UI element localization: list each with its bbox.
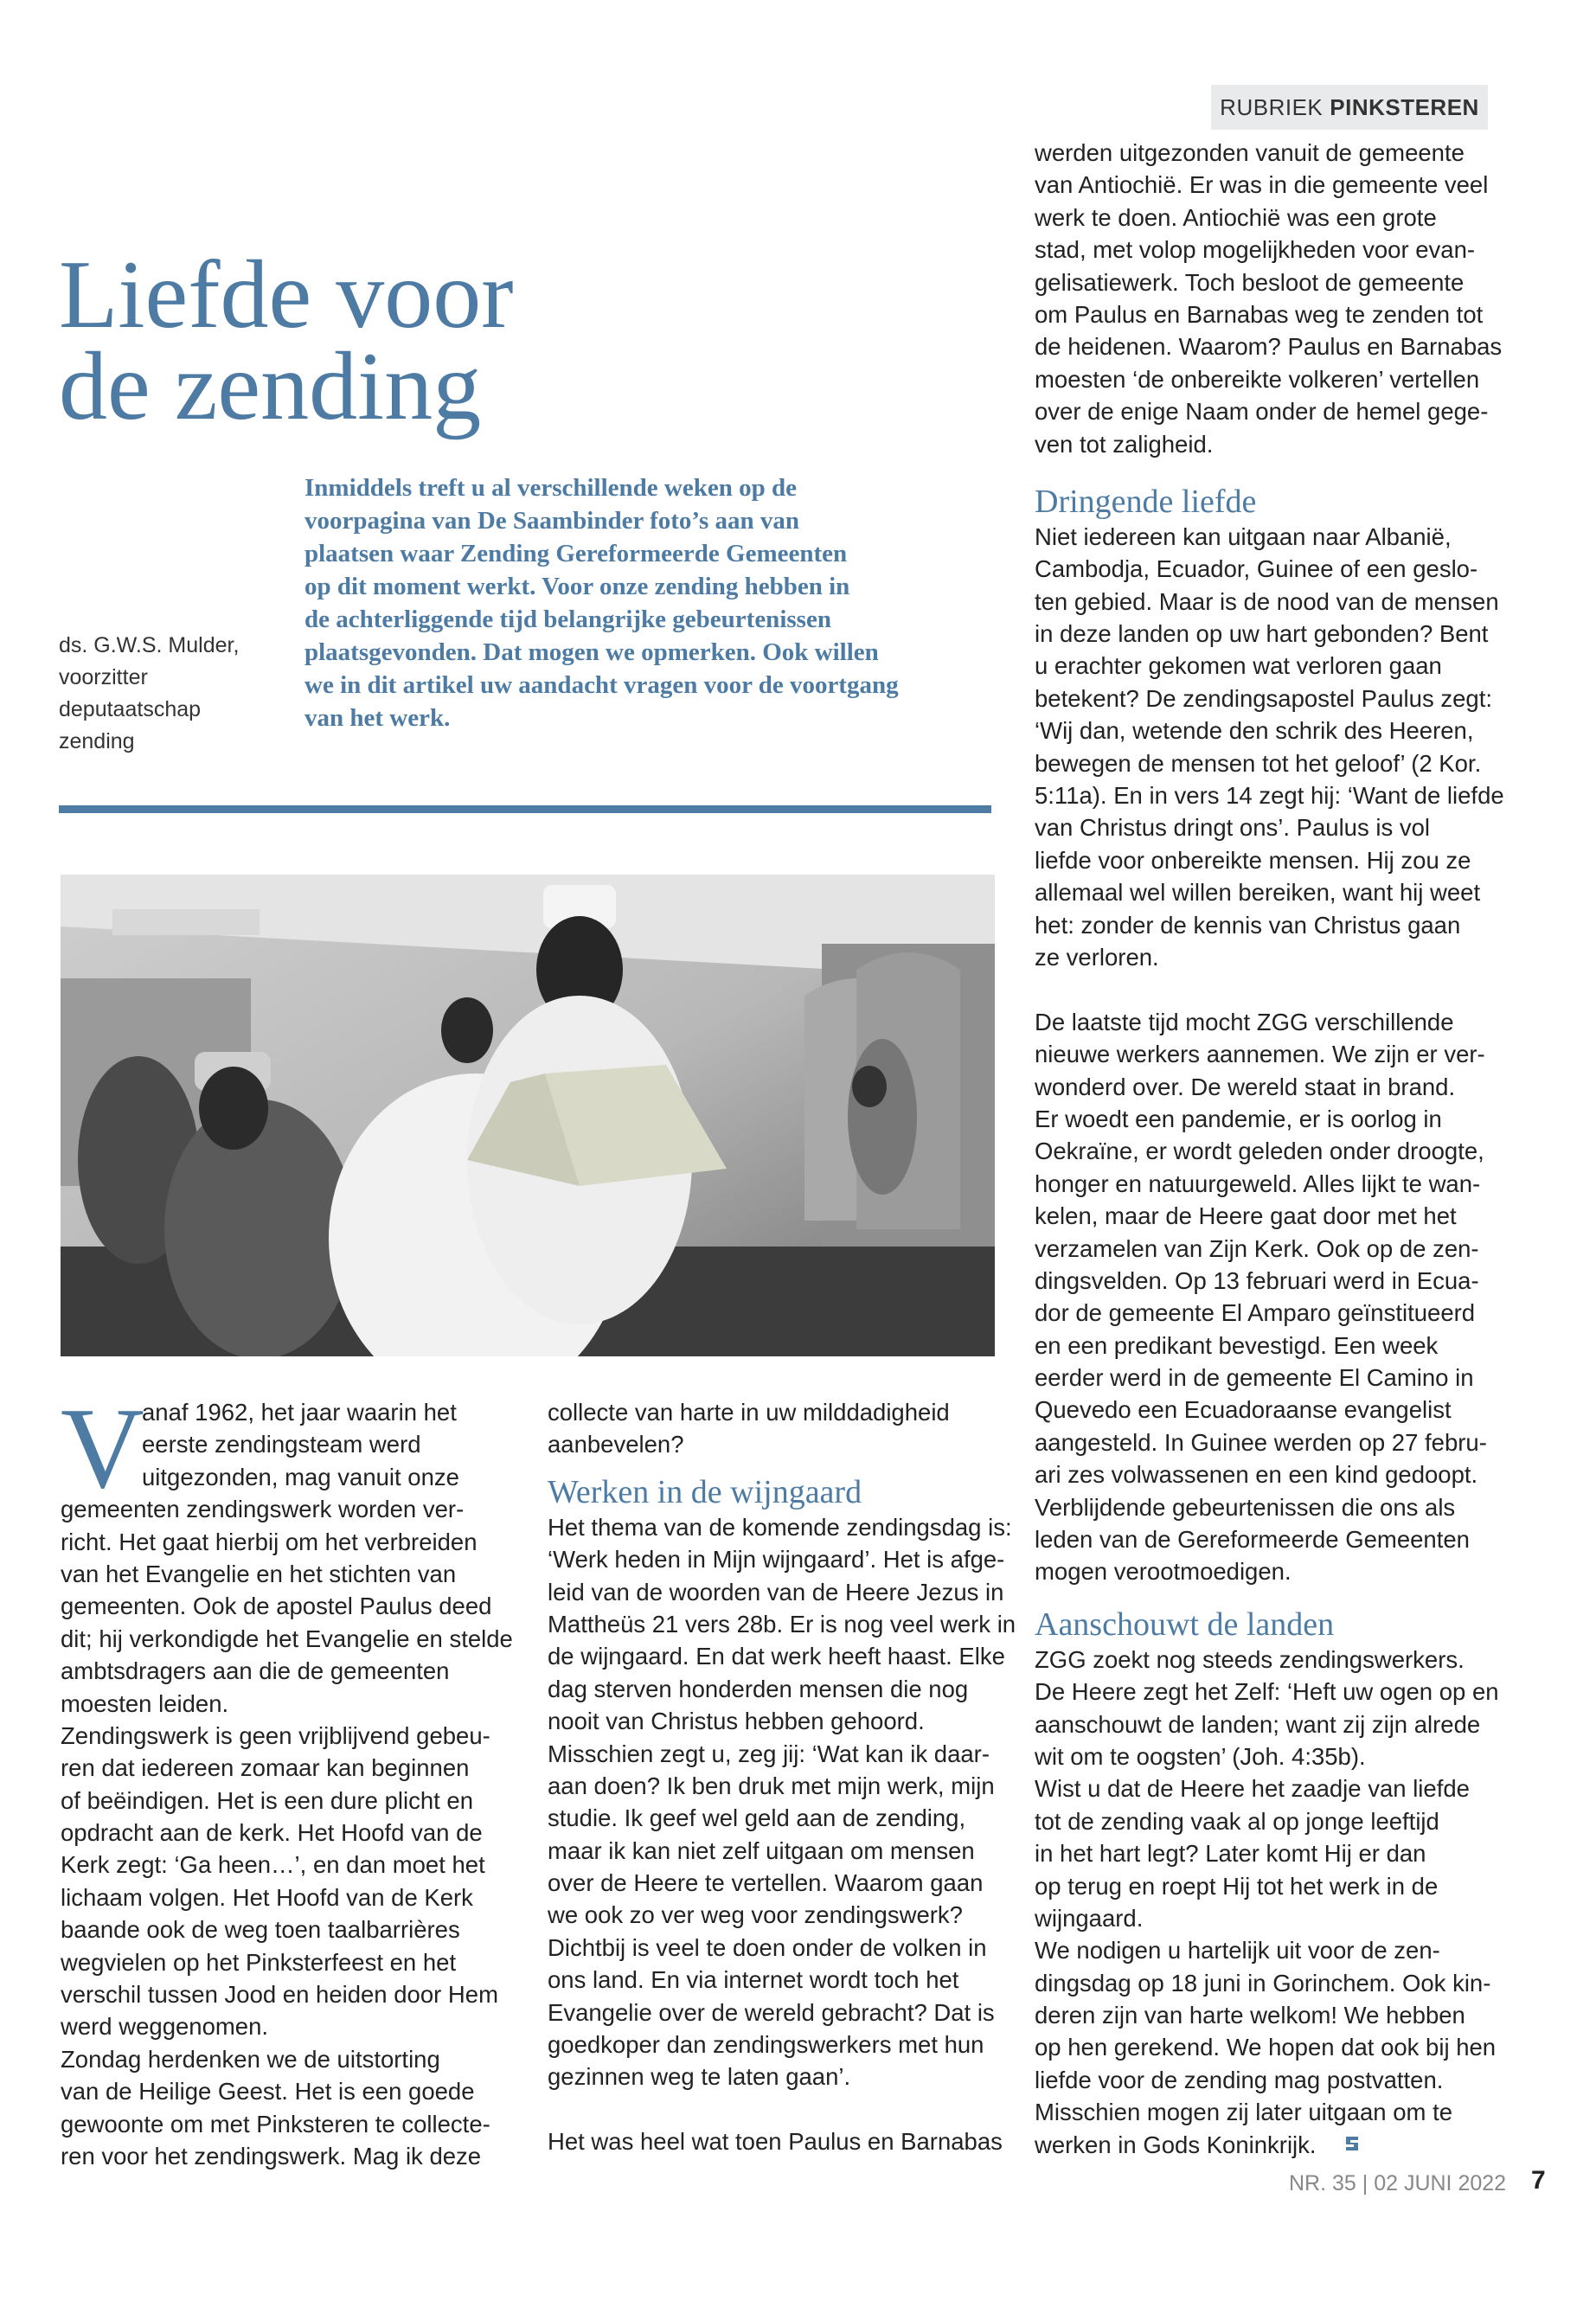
text-line: of beëindigen. Het is een dure plicht en — [61, 1786, 473, 1814]
text-line: wegvielen op het Pinksterfeest en het — [61, 1948, 457, 1976]
text-line: we ook zo ver weg voor zendingswerk? — [548, 1901, 963, 1929]
lead-line: op dit moment werkt. Voor onze zending hebben in — [304, 573, 850, 600]
text-line: nooit van Christus hebben gehoord. — [548, 1708, 925, 1735]
text-line: betekent? De zendingsapostel Paulus zegt: — [1035, 684, 1492, 712]
text-line: ari zes volwassenen en een kind gedoopt. — [1035, 1461, 1478, 1489]
text-line: allemaal wel willen bereiken, want hij weet — [1035, 879, 1481, 907]
text-line: Kerk zegt: ‘Ga heen…’, en dan moet het — [61, 1851, 485, 1879]
text-line: lichaam volgen. Het Hoofd van de Kerk — [61, 1883, 473, 1911]
text-line: de heidenen. Waarom? Paulus en Barnabas — [1035, 333, 1503, 361]
text-line: Er woedt een pandemie, er is oorlog in — [1035, 1105, 1442, 1132]
text-line: Het was heel wat toen Paulus en Barnabas — [548, 2128, 1003, 2156]
text-line: liefde voor onbereikte mensen. Hij zou ze — [1035, 846, 1471, 874]
text-line: Verblijdende gebeurtenissen die ons als — [1035, 1493, 1456, 1521]
text-line: dor de gemeente El Amparo geïnstitueerd — [1035, 1299, 1476, 1327]
text-line: dag sterven honderden mensen die nog — [548, 1675, 969, 1702]
text-line: kelen, maar de Heere gaat door met het — [1035, 1202, 1457, 1230]
lead-line: Inmiddels treft u al verschillende weken op de — [304, 474, 797, 502]
subheading-dringende-liefde: Dringende liefde — [1035, 483, 1257, 520]
text-line: en een predikant bevestigd. Een week — [1035, 1331, 1439, 1359]
text-line: aanbevelen? — [548, 1431, 684, 1458]
text-line: maar ik kan niet zelf uitgaan om mensen — [548, 1836, 975, 1864]
text-line: ren voor het zendingswerk. Mag ik deze — [61, 2142, 482, 2170]
text-line: De laatste tijd mocht ZGG verschillende — [1035, 1008, 1454, 1035]
article-photo — [61, 875, 995, 1356]
text-line: over de enige Naam onder de hemel gege- — [1035, 398, 1489, 426]
text-line: ‘Wij dan, wetende den schrik des Heeren, — [1035, 717, 1474, 745]
text-line: dit; hij verkondigde het Evangelie en stelde — [61, 1625, 513, 1652]
text-line: dingsdag op 18 juni in Gorinchem. Ook kin- — [1035, 1969, 1491, 1997]
text-line: Zondag herdenken we de uitstorting — [61, 2045, 440, 2073]
drop-cap: V — [61, 1384, 144, 1512]
text-line: 5:11a). En in vers 14 zegt hij: ‘Want de liefde — [1035, 782, 1504, 810]
text-line: Cambodja, Ecuador, Guinee of een geslo- — [1035, 555, 1478, 583]
text-line: Zendingswerk is geen vrijblijvend gebeu- — [61, 1721, 490, 1749]
text-line: moesten leiden. — [61, 1689, 229, 1717]
text-line: gemeenten zendingswerk worden ver- — [61, 1496, 465, 1523]
lead-line: we in dit artikel uw aandacht vragen voor de voortgang — [304, 671, 899, 699]
text-line: Wist u dat de Heere het zaadje van liefde — [1035, 1775, 1470, 1803]
text-line: Quevedo een Ecuadoraanse evangelist — [1035, 1396, 1452, 1424]
rubric-prefix: RUBRIEK — [1220, 93, 1324, 120]
text-line: van de Heilige Geest. Het is een goede — [61, 2078, 475, 2106]
author-line: voorzitter — [59, 665, 148, 689]
end-mark-icon — [1343, 2129, 1362, 2161]
text-line: deren zijn van harte welkom! We hebben — [1035, 2002, 1465, 2029]
lead-line: de achterliggende tijd belangrijke gebeurtenissen — [304, 606, 831, 633]
text-line: tot de zending vaak al op jonge leeftijd — [1035, 1807, 1439, 1835]
text-line: richt. Het gaat hierbij om het verbreiden — [61, 1528, 478, 1555]
text-line: van Antiochië. Er was in die gemeente veel — [1035, 171, 1489, 199]
text-line: ven tot zaligheid. — [1035, 430, 1214, 458]
text-line: werden uitgezonden vanuit de gemeente — [1035, 139, 1465, 166]
text-line: leden van de Gereformeerde Gemeenten — [1035, 1526, 1470, 1554]
text-line: wit om te oogsten’ (Joh. 4:35b). — [1035, 1742, 1366, 1770]
text-line: aan doen? Ik ben druk met mijn werk, mijn — [548, 1772, 995, 1799]
rubric-label — [1211, 85, 1488, 130]
text-line — [1035, 2129, 1484, 2161]
article-column-3 — [1035, 137, 1504, 2161]
text-line: op terug en roept Hij tot het werk in de — [1035, 1872, 1439, 1900]
text-line: verzamelen van Zijn Kerk. Ook op de zen- — [1035, 1234, 1479, 1262]
text-line: eerste zendingsteam werd — [142, 1431, 421, 1458]
text-line: over de Heere te vertellen. Waarom gaan — [548, 1869, 984, 1897]
text-line: bewegen de mensen tot het geloof’ (2 Kor. — [1035, 749, 1482, 777]
text-line: De Heere zegt het Zelf: ‘Heft uw ogen op en — [1035, 1678, 1499, 1706]
issue-info: NR. 35 | 02 JUNI 2022 — [1289, 2171, 1507, 2195]
text-line: wonderd over. De wereld staat in brand. — [1035, 1073, 1456, 1100]
text-line: mogen verootmoedigen. — [1035, 1558, 1292, 1586]
text-line: van Christus dringt ons’. Paulus is vol — [1035, 814, 1431, 842]
text-line: moesten ‘de onbereikte volkeren’ vertellen — [1035, 365, 1480, 393]
text-line: baande ook de weg toen taalbarrières — [61, 1916, 460, 1944]
text-line: ten gebied. Maar is de nood van de mensen — [1035, 587, 1499, 615]
text-line: Misschien mogen zij later uitgaan om te — [1035, 2099, 1453, 2126]
text-line: gelisatiewerk. Toch besloot de gemeente — [1035, 268, 1465, 296]
text-line: Niet iedereen kan uitgaan naar Albanië, — [1035, 522, 1452, 550]
author-byline — [59, 630, 258, 758]
section-divider — [59, 805, 991, 813]
text-line: honger en natuurgeweld. Alles lijkt te wan- — [1035, 1170, 1481, 1197]
article-column-2 — [548, 1396, 1016, 2158]
lead-line: voorpagina van De Saambinder foto’s aan van — [304, 507, 800, 535]
text-line: goedkoper dan zendingswerkers met hun — [548, 2031, 984, 2059]
lead-line: plaatsen waar Zending Gereformeerde Gemeenten — [304, 540, 848, 567]
lead-paragraph — [304, 471, 1016, 734]
text-line: in het hart legt? Later komt Hij er dan — [1035, 1840, 1426, 1868]
headline-line-1: Liefde voor — [59, 241, 514, 349]
article-headline — [59, 241, 578, 440]
headline-line-2: de zending — [59, 333, 482, 440]
text-line: stad, met volop mogelijkheden voor evan- — [1035, 236, 1476, 264]
text-line: collecte van harte in uw milddadigheid — [548, 1399, 950, 1426]
article-column-1 — [61, 1384, 513, 2172]
text-line: We nodigen u hartelijk uit voor de zen- — [1035, 1937, 1440, 1965]
subheading-aanschouwt-de-landen: Aanschouwt de landen — [1035, 1606, 1335, 1643]
text-line: werd weggenomen. — [61, 2013, 269, 2041]
author-line: zending — [59, 729, 135, 753]
text-line: het: zonder de kennis van Christus gaan — [1035, 911, 1461, 939]
text-line: gemeenten. Ook de apostel Paulus deed — [61, 1593, 492, 1620]
text-line: ‘Werk heden in Mijn wijngaard’. Het is afge- — [548, 1546, 1005, 1574]
lead-line: van het werk. — [304, 704, 451, 732]
text-line: Dichtbij is veel te doen onder de volken in — [548, 1933, 987, 1961]
text-line: dingsvelden. Op 13 februari werd in Ecua- — [1035, 1266, 1479, 1294]
page-number: 7 — [1531, 2166, 1546, 2195]
text-line: anaf 1962, het jaar waarin het — [142, 1399, 457, 1426]
lead-line: plaatsgevonden. Dat mogen we opmerken. Ook willen — [304, 638, 879, 666]
text-line: Het thema van de komende zendingsdag is: — [548, 1513, 1012, 1541]
text-line: om Paulus en Barnabas weg te zenden tot — [1035, 300, 1484, 328]
rubric-section: PINKSTEREN — [1330, 93, 1479, 120]
text-line: ze verloren. — [1035, 943, 1159, 971]
text-line: u erachter gekomen wat verloren gaan — [1035, 652, 1442, 680]
text-line: liefde voor de zending mag postvatten. — [1035, 2066, 1444, 2093]
text-line: op hen gerekend. We hopen dat ook bij hen — [1035, 2034, 1497, 2061]
text-line: gezinnen weg te laten gaan’. — [548, 2063, 851, 2091]
text-line: Misschien zegt u, zeg jij: ‘Wat kan ik daar- — [548, 1740, 990, 1767]
text-line: aangesteld. In Guinee werden op 27 febru- — [1035, 1428, 1487, 1456]
text-line: van het Evangelie en het stichten van — [61, 1560, 457, 1587]
text-line: opdracht aan de kerk. Het Hoofd van de — [61, 1819, 483, 1847]
text-line: ren dat iedereen zomaar kan beginnen — [61, 1754, 470, 1782]
text-line: studie. Ik geef wel geld aan de zending, — [548, 1804, 966, 1832]
text-line: de wijngaard. En dat werk heeft haast. Elke — [548, 1643, 1005, 1670]
text-line: aanschouwt de landen; want zij zijn alrede — [1035, 1710, 1481, 1738]
text-line: ambtsdragers aan die de gemeenten — [61, 1657, 450, 1685]
text-line: werk te doen. Antiochië was een grote — [1035, 203, 1437, 231]
text-line: wijngaard. — [1035, 1904, 1144, 1932]
text-line: leid van de woorden van de Heere Jezus in — [548, 1578, 1004, 1606]
subheading-werken-in-de-wijngaard: Werken in de wijngaard — [548, 1473, 862, 1510]
text-line: uitgezonden, mag vanuit onze — [142, 1463, 459, 1490]
author-line: ds. G.W.S. Mulder, — [59, 633, 240, 657]
text-line: verschil tussen Jood en heiden door Hem — [61, 1981, 498, 2009]
text-line: ZGG zoekt nog steeds zendingswerkers. — [1035, 1645, 1465, 1673]
text-line: eerder werd in de gemeente El Camino in — [1035, 1364, 1474, 1392]
text-line: Oekraïne, er wordt geleden onder droogte, — [1035, 1138, 1484, 1165]
text-line: gewoonte om met Pinksteren te collecte- — [61, 2110, 490, 2138]
text-line: ons land. En via internet wordt toch het — [548, 1966, 959, 1994]
author-line: deputaatschap — [59, 697, 202, 721]
text-line: Evangelie over de wereld gebracht? Dat is — [548, 1998, 995, 2026]
text-line: in deze landen op uw hart gebonden? Bent — [1035, 620, 1489, 648]
last-text: werken in Gods Koninkrijk. — [1035, 2131, 1317, 2158]
text-line: nieuwe werkers aannemen. We zijn er ver- — [1035, 1041, 1485, 1068]
text-line: Mattheüs 21 vers 28b. Er is nog veel werk in — [548, 1610, 1016, 1638]
